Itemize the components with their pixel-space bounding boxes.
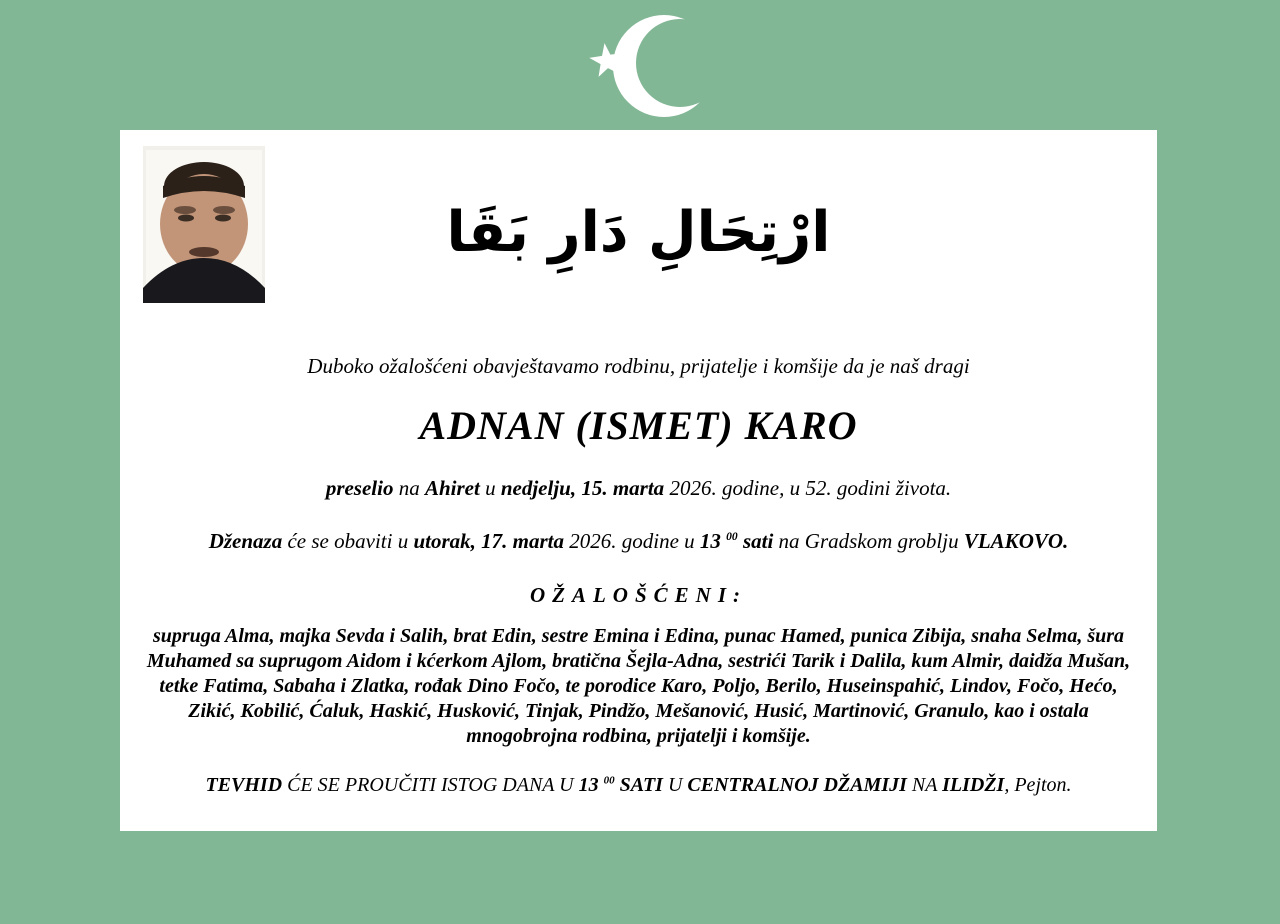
death-date-line: preselio na Ahiret u nedjelju, 15. marta 2026. godine, u 52. godini života.: [325, 476, 952, 500]
obituary-card: [120, 130, 1157, 831]
mourners-list: supruga Alma, majka Sevda i Salih, brat Edin, sestre Emina i Edina, punac Hamed, punica Zibija, snaha Selma, šura Muhamed sa suprugom Aidom i kćerkom Ajlom, bratična Šejla-Adna, sestrići Tarik i Dalila, kum Almir, daidža Mušan, tetke Fatima, Sabaha i Zlatka, rođak Dino Fočo, te porodice Karo, Poljo, Berilo, Huseinspahić, Lindov, Fočo, Hećo, Zikić, Kobilić, Ćaluk, Haskić, Husković, Tinjak, Pindžo, Mešanović, Husić, Martinović, Granulo, kao i ostala mnogobrojna rodbina, prijatelji i komšije.: [146, 625, 1131, 747]
tevhid-line: TEVHID ĆE SE PROUČITI ISTOG DANA U 13 $^{00}$ SATI U CENTRALNOJ DŽAMIJI NA ILIDŽI, Pejton.: [205, 774, 1072, 796]
crescent-and-star-icon: [578, 0, 728, 128]
deceased-name: ADNAN (ISMET) KARO: [419, 403, 858, 448]
mourners-heading: OŽALOŠĆENI:: [529, 583, 748, 607]
intro-line: Duboko ožalošćeni obavještavamo rodbinu, prijatelje i komšije da je naš dragi: [307, 354, 970, 378]
funeral-info-line: Dženaza će se obaviti u utorak, 17. marta 2026. godine u 13 $^{00}$ sati na Gradskom groblju VLAKOVO.: [208, 529, 1069, 553]
arabic-calligraphy: ارْتِحَالِ دَارِ بَقَا: [446, 199, 831, 265]
